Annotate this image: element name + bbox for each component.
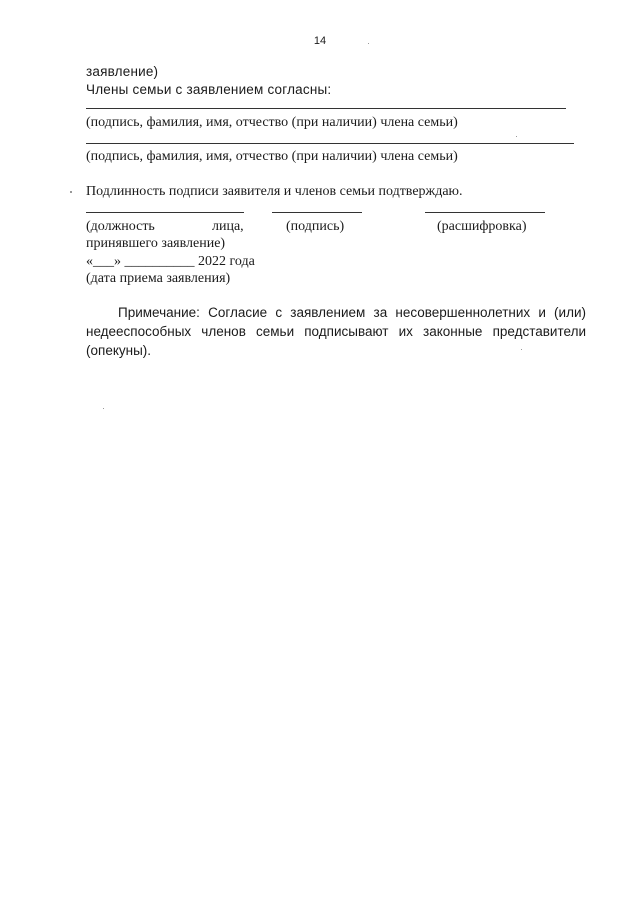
note-paragraph: Примечание: Согласие с заявлением за несовершеннолетних и (или) недееспособных членов семьи подписывают их законные представители (опекуны). <box>86 305 586 358</box>
date-caption: (дата приема заявления) <box>86 271 231 286</box>
family-signature-line-2 <box>86 143 574 144</box>
position-line <box>86 212 244 213</box>
continuation-text: заявление) <box>86 64 159 79</box>
date-line: «___» __________ 2022 года <box>86 254 255 269</box>
signature-caption-1: (подпись, фамилия, имя, отчество (при наличии) члена семьи) <box>86 115 458 130</box>
authenticity-text: Подлинность подписи заявителя и членов семьи подтверждаю. <box>86 184 463 199</box>
decryption-line <box>425 212 545 213</box>
position-caption-part1: (должность <box>86 219 155 234</box>
signature-line <box>272 212 362 213</box>
family-consent-title: Члены семьи с заявлением согласны: <box>86 82 332 97</box>
position-caption-line2: принявшего заявление) <box>86 236 226 251</box>
page-number: 14 <box>313 35 327 47</box>
signature-caption-2: (подпись, фамилия, имя, отчество (при наличии) члена семьи) <box>86 149 458 164</box>
position-caption-part2: лица, <box>212 219 244 234</box>
scan-speck <box>516 136 517 137</box>
family-signature-line-1 <box>86 108 566 109</box>
scan-speck <box>368 43 369 44</box>
scan-speck <box>521 349 522 350</box>
decryption-caption: (расшифровка) <box>437 219 527 234</box>
signature-caption: (подпись) <box>286 219 345 234</box>
scan-speck <box>70 191 72 193</box>
scan-speck <box>103 408 104 409</box>
